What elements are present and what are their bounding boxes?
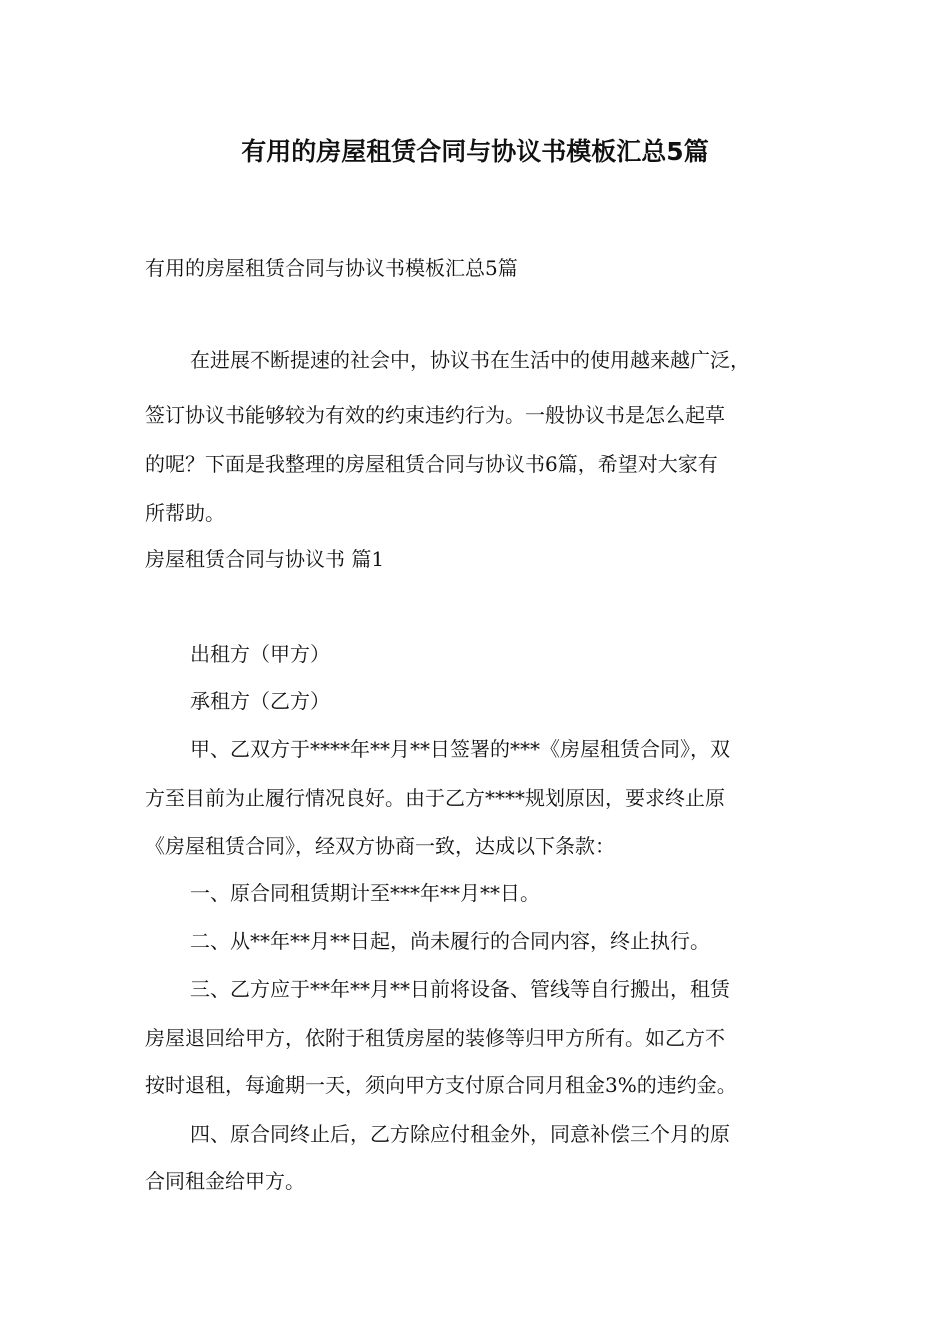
intro-line-4: 所帮助。 — [145, 501, 225, 525]
party-b-label: 承租方（乙方） — [190, 689, 330, 713]
clause-4-line-2: 合同租金给甲方。 — [145, 1169, 305, 1193]
clause-3-line-2: 房屋退回给甲方，依附于租赁房屋的装修等归甲方所有。如乙方不 — [145, 1026, 725, 1050]
document-title: 有用的房屋租赁合同与协议书模板汇总5篇 — [241, 137, 709, 166]
preamble-line-2: 方至目前为止履行情况良好。由于乙方****规划原因，要求终止原 — [145, 786, 725, 810]
section-heading: 房屋租赁合同与协议书 篇1 — [145, 547, 385, 571]
clause-3-line-1: 三、乙方应于**年**月**日前将设备、管线等自行搬出，租赁 — [190, 977, 730, 1001]
clause-4-line-1: 四、原合同终止后，乙方除应付租金外，同意补偿三个月的原 — [190, 1122, 730, 1146]
party-a-label: 出租方（甲方） — [190, 642, 330, 666]
preamble-line-1: 甲、乙双方于****年**月**日签署的***《房屋租赁合同》，双 — [190, 737, 730, 761]
clause-1: 一、原合同租赁期计至***年**月**日。 — [190, 881, 540, 905]
intro-line-3: 的呢？下面是我整理的房屋租赁合同与协议书6篇，希望对大家有 — [145, 452, 718, 476]
preamble-line-3: 《房屋租赁合同》，经双方协商一致，达成以下条款： — [145, 834, 615, 858]
document-subtitle: 有用的房屋租赁合同与协议书模板汇总5篇 — [145, 256, 518, 280]
intro-line-2: 签订协议书能够较为有效的约束违约行为。一般协议书是怎么起草 — [145, 403, 725, 427]
intro-line-1: 在进展不断提速的社会中，协议书在生活中的使用越来越广泛， — [190, 348, 750, 372]
clause-2: 二、从**年**月**日起，尚未履行的合同内容，终止执行。 — [190, 929, 710, 953]
clause-3-line-3: 按时退租，每逾期一天，须向甲方支付原合同月租金3%的违约金。 — [145, 1073, 737, 1097]
